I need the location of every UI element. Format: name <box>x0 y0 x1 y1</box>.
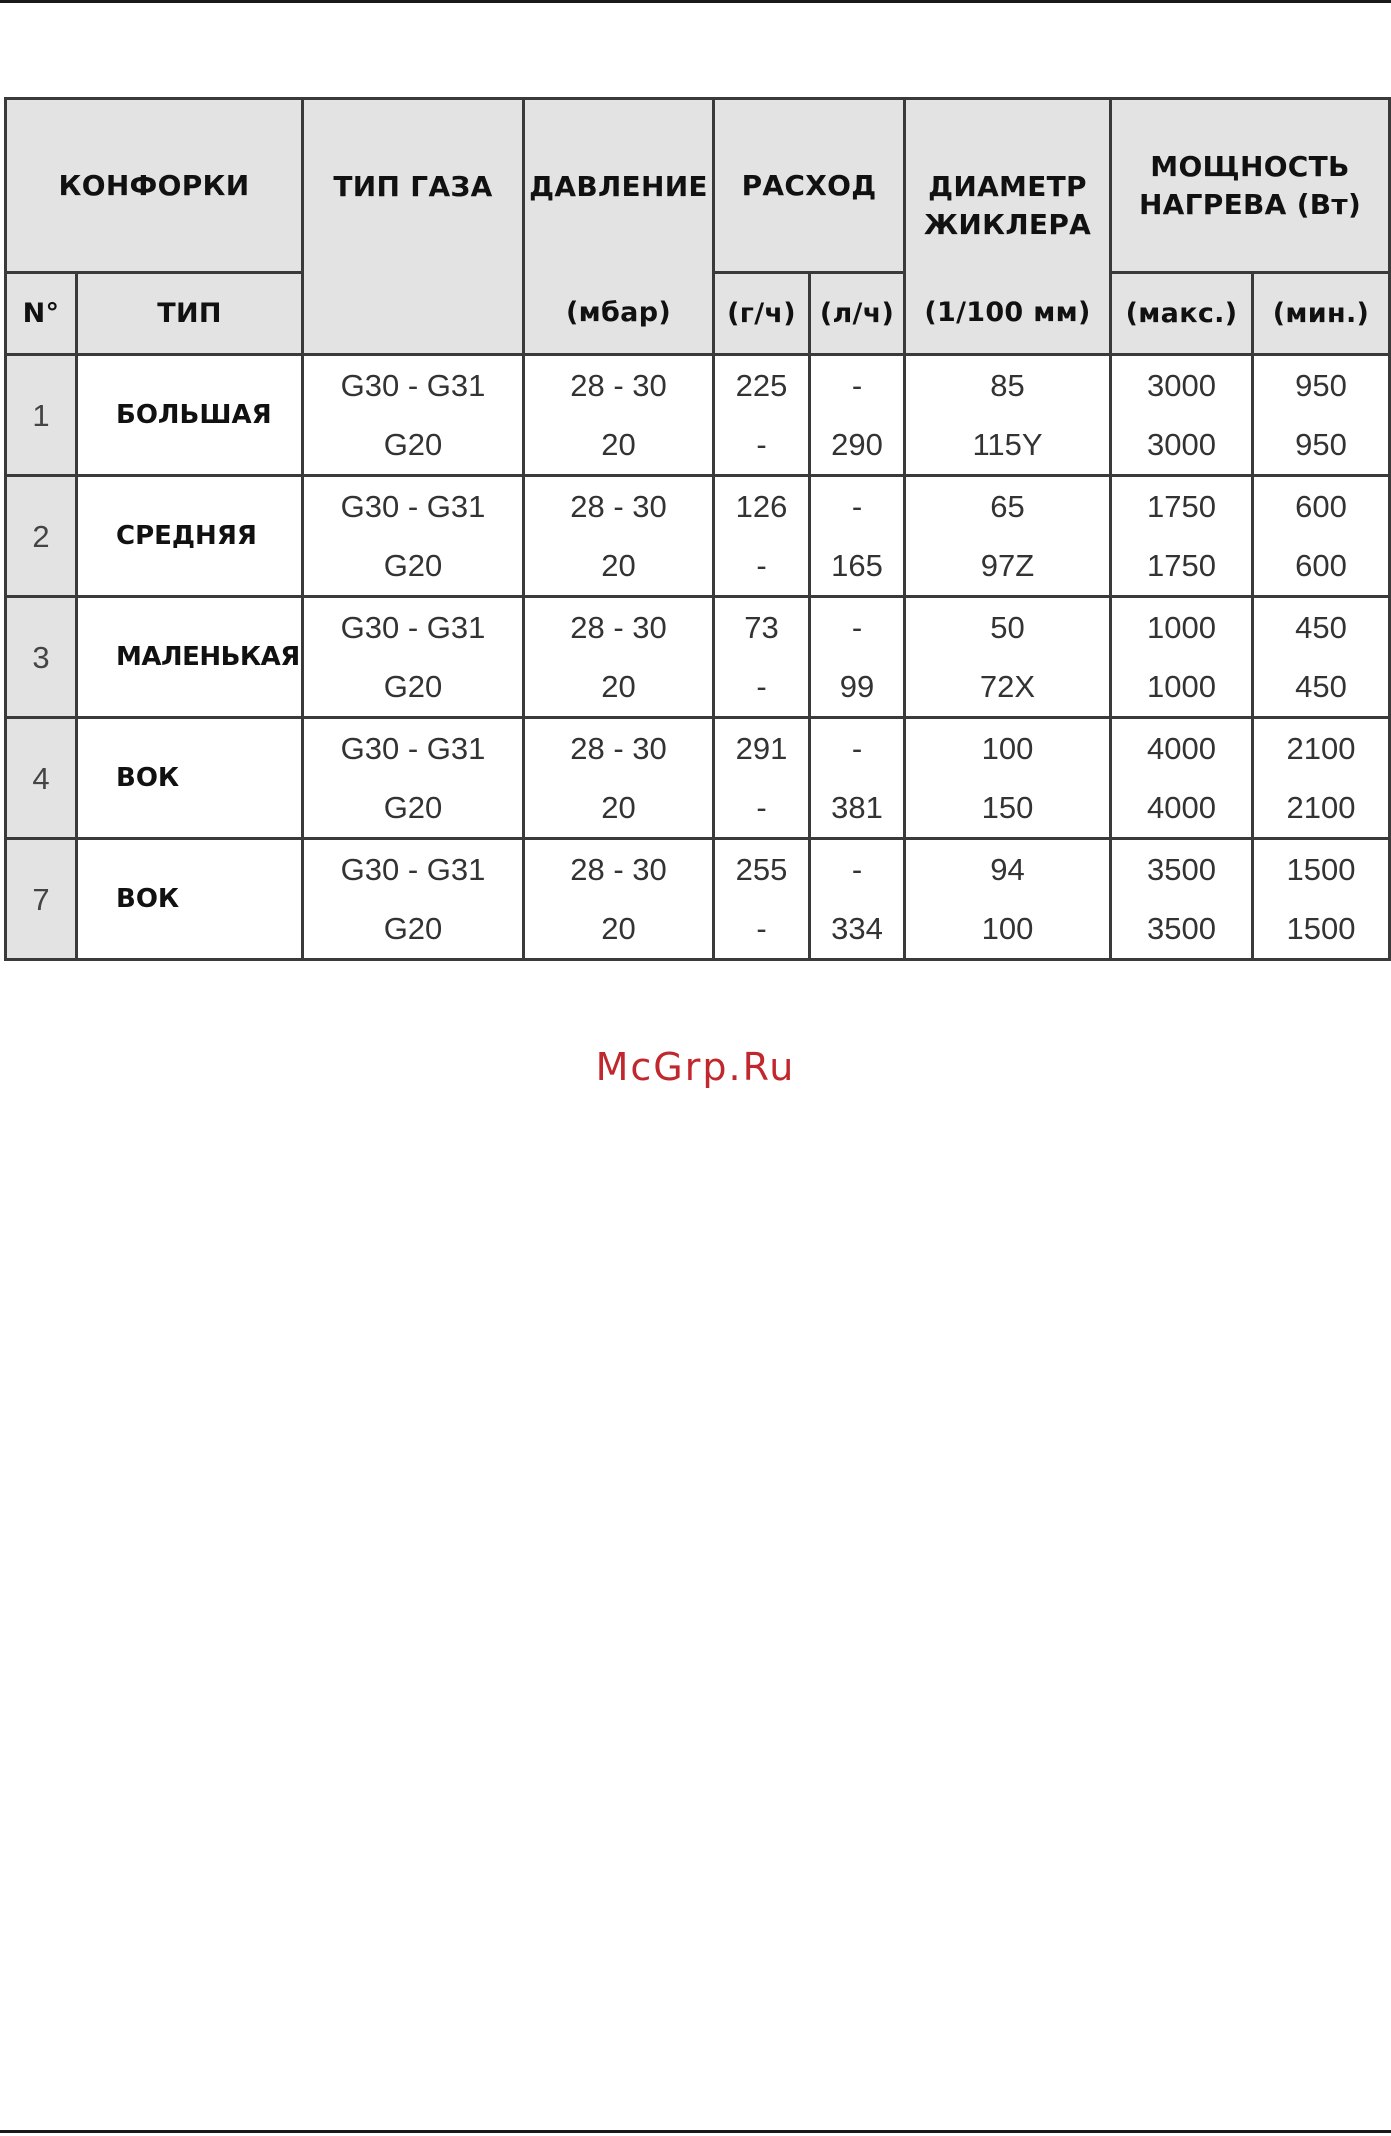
burner-number: 3 <box>6 597 77 718</box>
pressure-cell: 28 - 30 <box>524 597 714 658</box>
consumption-lh-cell: 165 <box>810 536 905 597</box>
jet-diameter-cell: 115Y <box>905 415 1111 476</box>
pressure-cell: 20 <box>524 657 714 718</box>
header-jet-diameter-line1: ДИАМЕТР <box>928 170 1087 203</box>
header-jet-diameter-unit: (1/100 мм) <box>924 297 1091 328</box>
table-row <box>6 839 1390 900</box>
consumption-lh-cell: - <box>810 476 905 537</box>
consumption-lh-cell: 290 <box>810 415 905 476</box>
gas-type-cell: G20 <box>303 778 524 839</box>
consumption-lh-cell: - <box>810 718 905 779</box>
pressure-cell: 20 <box>524 536 714 597</box>
header-consumption-gh: (г/ч) <box>714 273 810 355</box>
gas-type-cell: G20 <box>303 415 524 476</box>
consumption-gh-cell: 255 <box>714 839 810 900</box>
gas-type-cell: G30 - G31 <box>303 839 524 900</box>
power-max-cell: 1000 <box>1111 597 1253 658</box>
gas-type-cell: G30 - G31 <box>303 355 524 416</box>
jet-diameter-cell: 100 <box>905 718 1111 779</box>
bottom-rule <box>0 2130 1391 2133</box>
power-min-cell: 2100 <box>1253 718 1390 779</box>
power-max-cell: 1750 <box>1111 536 1253 597</box>
power-max-cell: 3000 <box>1111 355 1253 416</box>
header-power-line2: НАГРЕВА (Вт) <box>1138 187 1362 221</box>
burner-type: БОЛЬШАЯ <box>77 355 303 476</box>
header-number: N° <box>6 273 77 355</box>
power-max-cell: 3500 <box>1111 899 1253 960</box>
pressure-cell: 20 <box>524 415 714 476</box>
pressure-cell: 28 - 30 <box>524 355 714 416</box>
consumption-gh-cell: - <box>714 657 810 718</box>
pressure-cell: 20 <box>524 899 714 960</box>
consumption-lh-cell: 99 <box>810 657 905 718</box>
power-min-cell: 450 <box>1253 597 1390 658</box>
power-min-cell: 950 <box>1253 355 1390 416</box>
header-consumption-lh: (л/ч) <box>810 273 905 355</box>
jet-diameter-cell: 94 <box>905 839 1111 900</box>
power-max-cell: 1750 <box>1111 476 1253 537</box>
burner-number: 1 <box>6 355 77 476</box>
power-min-cell: 1500 <box>1253 839 1390 900</box>
jet-diameter-cell: 150 <box>905 778 1111 839</box>
power-min-cell: 600 <box>1253 476 1390 537</box>
header-power <box>1111 99 1390 273</box>
consumption-gh-cell: - <box>714 778 810 839</box>
jet-diameter-cell: 65 <box>905 476 1111 537</box>
power-min-cell: 950 <box>1253 415 1390 476</box>
header-pressure <box>524 99 714 355</box>
consumption-lh-cell: - <box>810 839 905 900</box>
consumption-gh-cell: 291 <box>714 718 810 779</box>
header-jet-diameter-line2: ЖИКЛЕРА <box>923 208 1092 241</box>
consumption-gh-cell: 73 <box>714 597 810 658</box>
pressure-cell: 28 - 30 <box>524 718 714 779</box>
header-power-max: (макс.) <box>1111 273 1253 355</box>
table-row <box>6 718 1390 779</box>
jet-diameter-cell: 72X <box>905 657 1111 718</box>
consumption-gh-cell: - <box>714 536 810 597</box>
power-min-cell: 450 <box>1253 657 1390 718</box>
gas-type-cell: G30 - G31 <box>303 597 524 658</box>
header-gas-type <box>303 99 524 355</box>
pressure-cell: 28 - 30 <box>524 476 714 537</box>
header-consumption: РАСХОД <box>714 99 905 273</box>
header-pressure-label: ДАВЛЕНИЕ <box>529 170 708 203</box>
burner-number: 4 <box>6 718 77 839</box>
top-rule <box>0 0 1391 3</box>
header-power-min: (мин.) <box>1253 273 1390 355</box>
gas-type-cell: G20 <box>303 899 524 960</box>
power-max-cell: 1000 <box>1111 657 1253 718</box>
burner-spec-table <box>4 97 1391 961</box>
power-max-cell: 3500 <box>1111 839 1253 900</box>
power-max-cell: 4000 <box>1111 778 1253 839</box>
pressure-cell: 20 <box>524 778 714 839</box>
gas-type-cell: G20 <box>303 657 524 718</box>
consumption-lh-cell: - <box>810 355 905 416</box>
burner-type: ВОК <box>77 718 303 839</box>
jet-diameter-cell: 50 <box>905 597 1111 658</box>
burner-type: СРЕДНЯЯ <box>77 476 303 597</box>
table-row <box>6 476 1390 537</box>
consumption-lh-cell: 334 <box>810 899 905 960</box>
jet-diameter-cell: 97Z <box>905 536 1111 597</box>
header-pressure-unit: (мбар) <box>566 297 671 328</box>
power-min-cell: 600 <box>1253 536 1390 597</box>
gas-type-cell: G20 <box>303 536 524 597</box>
power-max-cell: 4000 <box>1111 718 1253 779</box>
power-min-cell: 2100 <box>1253 778 1390 839</box>
gas-type-cell: G30 - G31 <box>303 476 524 537</box>
consumption-gh-cell: - <box>714 899 810 960</box>
consumption-lh-cell: 381 <box>810 778 905 839</box>
table-row <box>6 355 1390 416</box>
header-type: ТИП <box>77 273 303 355</box>
burner-number: 2 <box>6 476 77 597</box>
consumption-lh-cell: - <box>810 597 905 658</box>
gas-type-cell: G30 - G31 <box>303 718 524 779</box>
jet-diameter-cell: 85 <box>905 355 1111 416</box>
burner-type: МАЛЕНЬКАЯ <box>77 597 303 718</box>
consumption-gh-cell: - <box>714 415 810 476</box>
header-jet-diameter <box>905 99 1111 355</box>
header-burners: КОНФОРКИ <box>6 99 303 273</box>
table-row <box>6 597 1390 658</box>
header-power-line1: МОЩНОСТЬ <box>1150 149 1350 183</box>
consumption-gh-cell: 126 <box>714 476 810 537</box>
watermark-text[interactable]: McGrp.Ru <box>595 1045 796 1089</box>
consumption-gh-cell: 225 <box>714 355 810 416</box>
burner-type: ВОК <box>77 839 303 960</box>
pressure-cell: 28 - 30 <box>524 839 714 900</box>
jet-diameter-cell: 100 <box>905 899 1111 960</box>
header-gas-type-label: ТИП ГАЗА <box>333 170 493 203</box>
burner-number: 7 <box>6 839 77 960</box>
power-max-cell: 3000 <box>1111 415 1253 476</box>
power-min-cell: 1500 <box>1253 899 1390 960</box>
